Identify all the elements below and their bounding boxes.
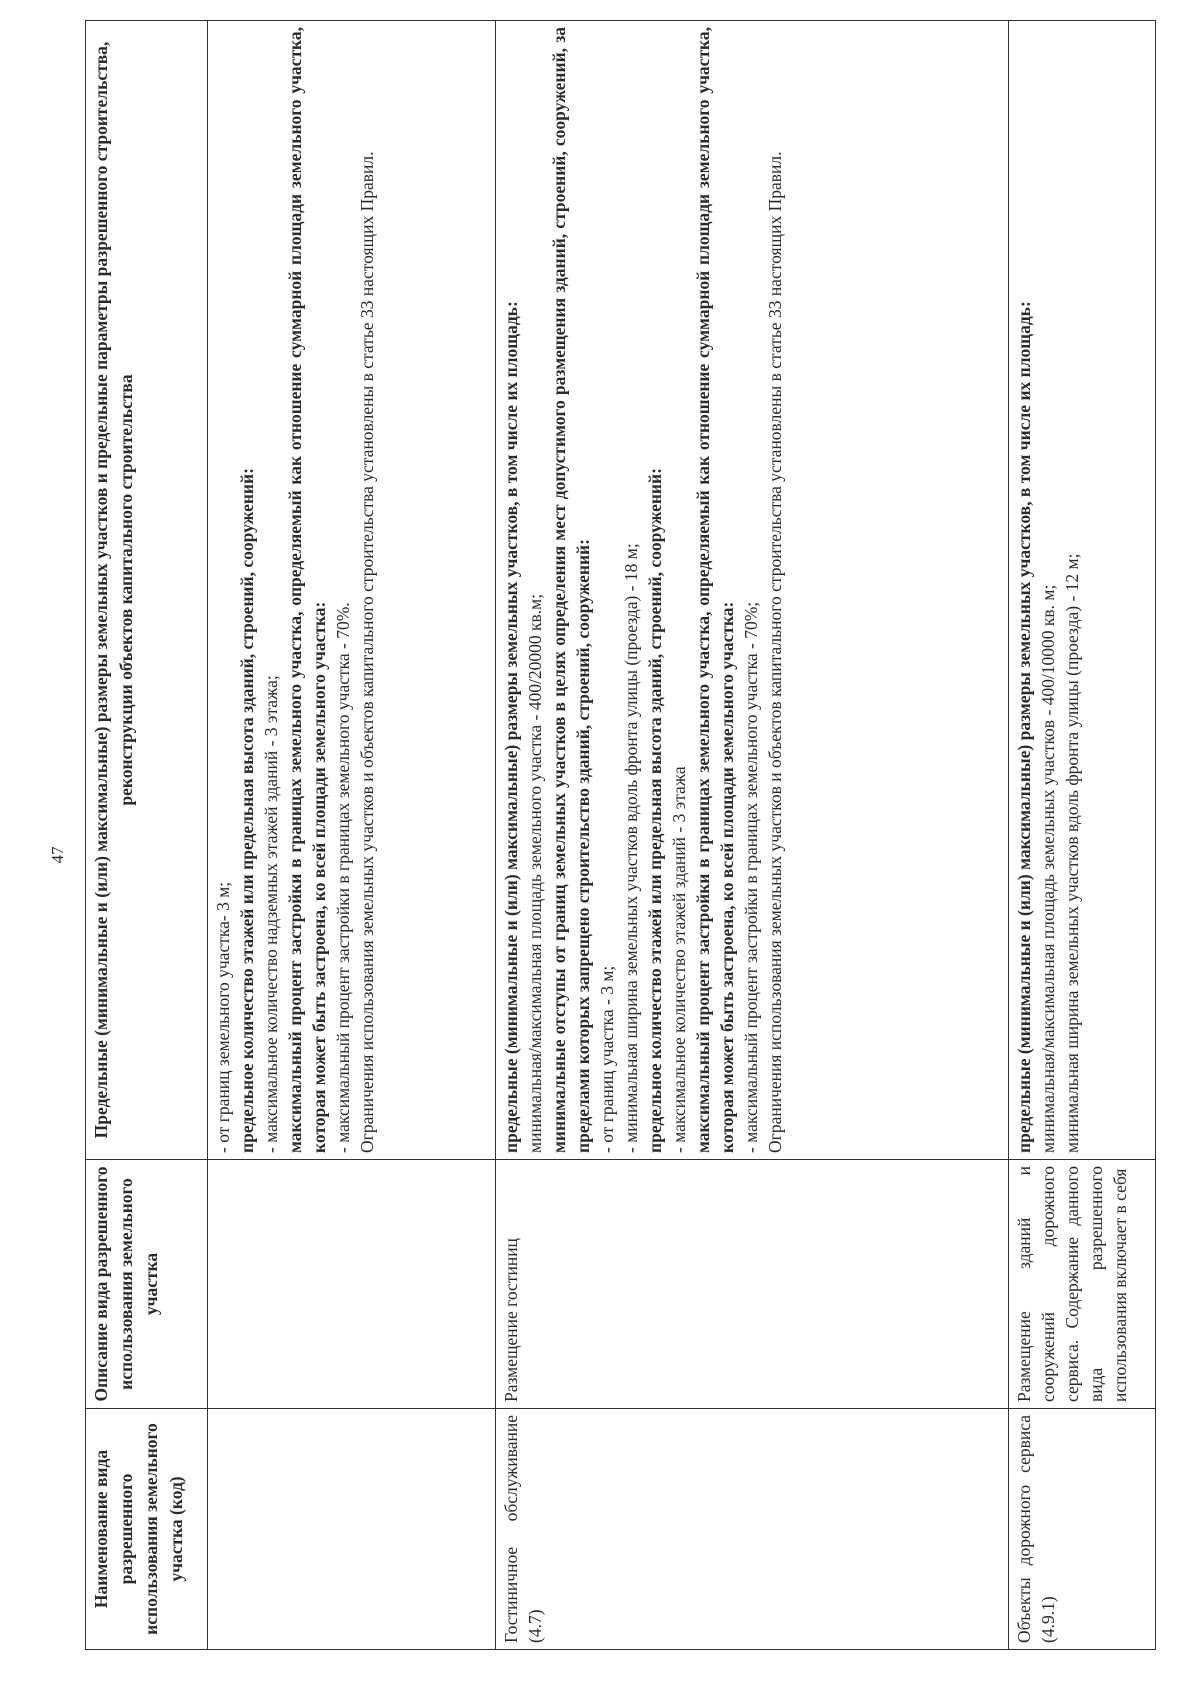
row2-description: Размещение гостиниц (496, 1160, 1009, 1409)
row2-line: предельное количество этажей или предельная высота зданий, строений, сооружений: (645, 468, 665, 1153)
page-number: 47 (48, 846, 67, 864)
row1-line: предельное количество этажей или предельная высота зданий, строений, сооружений: (237, 468, 257, 1153)
row2-line: максимальный процент застройки в границах земельного участка, определяемый как отношение суммарной площади земельного участка, которая может быть застроена, ко всей площади земельного участка: (693, 27, 737, 1153)
header-col-parameters: Предельные (минимальные и (или) максимальные) размеры земельных участков и предельные параметры разрешенного строительства, реконструкции объектов капитального строительства (86, 21, 208, 1160)
row2-line: - максимальное количество этажей зданий - 3 этажа (669, 766, 689, 1153)
row1-line: - максимальный процент застройки в границах земельного участка - 70%. (333, 602, 353, 1153)
row1-parameters (208, 21, 496, 1160)
row1-line: максимальный процент застройки в границах земельного участка, определяемый как отношение суммарной площади земельного участка, которая может быть застроена, ко всей площади земельного участка: (285, 27, 329, 1153)
row2-line: Ограничения использования земельных участков и объектов капитального строительства установлены в статье 33 настоящих Правил. (765, 151, 785, 1153)
row1-line: - максимальное количество надземных этажей зданий - 3 этажа; (261, 675, 281, 1153)
rotated-page (40, 27, 1160, 1650)
regulations-table (85, 20, 1156, 1650)
row3-name: Объекты дорожного сервиса (4.9.1) (1009, 1409, 1156, 1650)
row1-line: - от границ земельного участка- 3 м; (213, 881, 233, 1153)
row3-line: предельные (минимальные и (или) максимальные) размеры земельных участков, в том числе их площадь: (1014, 301, 1034, 1153)
table-row (208, 21, 496, 1650)
row3-line: минимальная/максимальная площадь земельных участков - 400/10000 кв. м; (1038, 584, 1058, 1153)
row2-name: Гостиничное обслуживание (4.7) (496, 1409, 1009, 1650)
row2-line: предельные (минимальные и (или) максимальные) размеры земельных участков, в том числе их площадь: (501, 301, 521, 1153)
row3-line: минимальная ширина земельных участков вдоль фронта улицы (проезда) - 12 м; (1062, 553, 1082, 1153)
row3-description: Размещение зданий и сооружений дорожного сервиса. Содержание данного вида разрешенного использования включает в себя (1009, 1160, 1156, 1409)
row3-parameters (1009, 21, 1156, 1160)
table-row (1009, 21, 1156, 1650)
row1-description (208, 1160, 496, 1409)
row2-line: - максимальный процент застройки в границах земельного участка - 70%; (741, 601, 761, 1153)
header-col-description: Описание вида разрешенного использования земельного участка (86, 1160, 208, 1409)
row2-line: минимальные отступы от границ земельных участков в целях определения мест допустимого размещения зданий, строений, сооружений, за пределами которых запрещено строительство зданий, строений, сооружений: (549, 27, 593, 1153)
header-col-name: Наименование вида разрешенного использования земельного участка (код) (86, 1409, 208, 1650)
row2-line: - минимальная ширина земельных участков вдоль фронта улицы (проезда) - 18 м; (621, 543, 641, 1153)
row2-line: минимальная/максимальная площадь земельного участка - 400/20000 кв.м; (525, 593, 545, 1153)
row2-line: - от границ участка - 3 м; (597, 965, 617, 1153)
row1-name (208, 1409, 496, 1650)
table-header-row (86, 21, 208, 1650)
table-row (496, 21, 1009, 1650)
row2-parameters (496, 21, 1009, 1160)
row1-line: Ограничения использования земельных участков и объектов капитального строительства установлены в статье 33 настоящих Правил. (357, 151, 377, 1153)
